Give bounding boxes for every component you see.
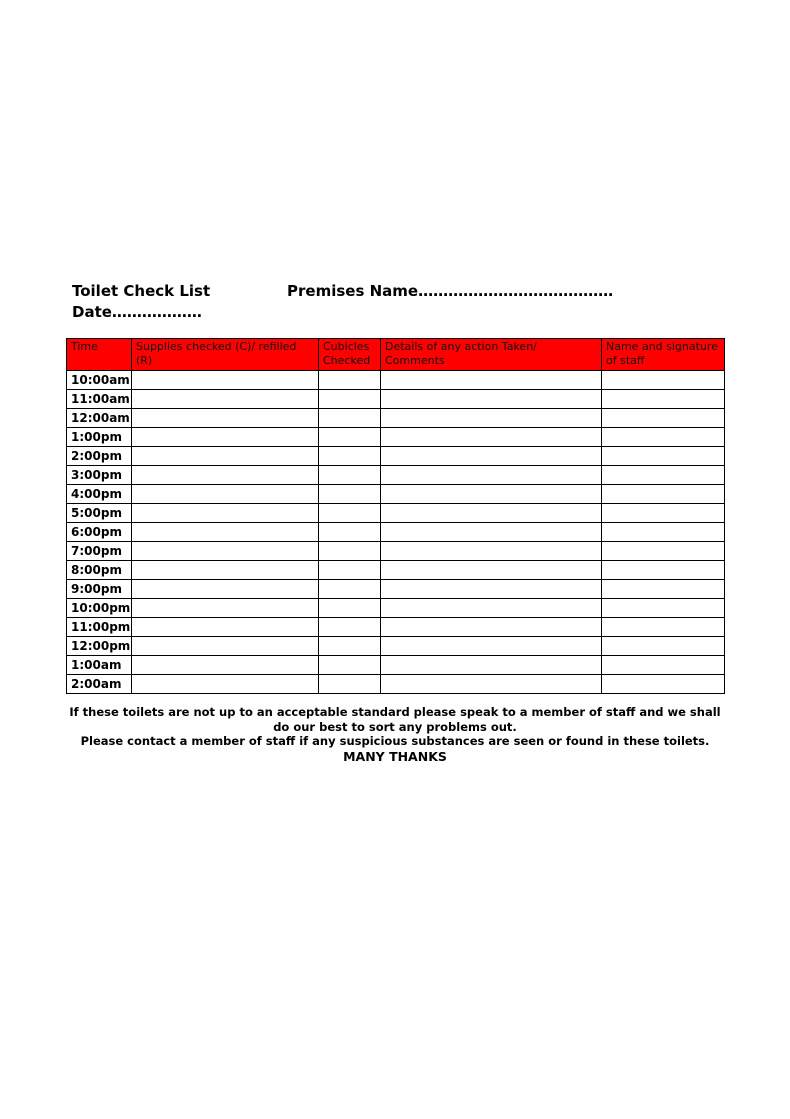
details-cell[interactable] (381, 580, 602, 599)
cubicles-cell[interactable] (319, 428, 381, 447)
date-field: Date……………… (72, 303, 202, 321)
table-row (67, 599, 725, 618)
supplies-cell[interactable] (132, 675, 319, 694)
details-cell[interactable] (381, 542, 602, 561)
time-cell: 6:00pm (67, 523, 132, 542)
cubicles-cell[interactable] (319, 409, 381, 428)
signature-cell[interactable] (602, 637, 725, 656)
signature-cell[interactable] (602, 504, 725, 523)
signature-cell[interactable] (602, 371, 725, 390)
column-header-cubicles: Cubicles Checked (319, 339, 381, 371)
table-row (67, 618, 725, 637)
supplies-cell[interactable] (132, 466, 319, 485)
cubicles-cell[interactable] (319, 447, 381, 466)
cubicles-cell[interactable] (319, 523, 381, 542)
supplies-cell[interactable] (132, 504, 319, 523)
supplies-cell[interactable] (132, 542, 319, 561)
signature-cell[interactable] (602, 675, 725, 694)
signature-cell[interactable] (602, 618, 725, 637)
column-header-supplies: Supplies checked (C)/ refilled (R) (132, 339, 319, 371)
supplies-cell[interactable] (132, 409, 319, 428)
standards-notice: If these toilets are not up to an acceptable standard please speak to a member of staff and we shall do our best to sort any problems out. (69, 705, 721, 734)
table-row (67, 523, 725, 542)
supplies-cell[interactable] (132, 371, 319, 390)
table-row (67, 542, 725, 561)
cubicles-cell[interactable] (319, 390, 381, 409)
supplies-cell[interactable] (132, 637, 319, 656)
time-cell: 4:00pm (67, 485, 132, 504)
table-row (67, 371, 725, 390)
details-cell[interactable] (381, 485, 602, 504)
signature-cell[interactable] (602, 428, 725, 447)
cubicles-cell[interactable] (319, 637, 381, 656)
signature-cell[interactable] (602, 466, 725, 485)
supplies-cell[interactable] (132, 580, 319, 599)
signature-cell[interactable] (602, 580, 725, 599)
cubicles-cell[interactable] (319, 466, 381, 485)
cubicles-cell[interactable] (319, 371, 381, 390)
column-header-time: Time (67, 339, 132, 371)
time-cell: 10:00am (67, 371, 132, 390)
thanks-text: MANY THANKS (343, 749, 447, 764)
table-row (67, 637, 725, 656)
details-cell[interactable] (381, 466, 602, 485)
details-cell[interactable] (381, 409, 602, 428)
signature-cell[interactable] (602, 561, 725, 580)
table-row (67, 675, 725, 694)
time-cell: 12:00pm (67, 637, 132, 656)
signature-cell[interactable] (602, 390, 725, 409)
table-row (67, 561, 725, 580)
column-header-signature: Name and signature of staff (602, 339, 725, 371)
table-row (67, 504, 725, 523)
details-cell[interactable] (381, 637, 602, 656)
signature-cell[interactable] (602, 523, 725, 542)
supplies-cell[interactable] (132, 561, 319, 580)
cubicles-cell[interactable] (319, 599, 381, 618)
details-cell[interactable] (381, 523, 602, 542)
time-cell: 3:00pm (67, 466, 132, 485)
cubicles-cell[interactable] (319, 618, 381, 637)
time-cell: 1:00am (67, 656, 132, 675)
details-cell[interactable] (381, 447, 602, 466)
cubicles-cell[interactable] (319, 561, 381, 580)
time-cell: 10:00pm (67, 599, 132, 618)
time-cell: 8:00pm (67, 561, 132, 580)
suspicious-substances-notice: Please contact a member of staff if any suspicious substances are seen or found in these toilets. (80, 734, 710, 748)
supplies-cell[interactable] (132, 656, 319, 675)
time-cell: 5:00pm (67, 504, 132, 523)
details-cell[interactable] (381, 371, 602, 390)
details-cell[interactable] (381, 390, 602, 409)
signature-cell[interactable] (602, 409, 725, 428)
time-cell: 2:00am (67, 675, 132, 694)
premises-name-field: Premises Name………………………………… (287, 282, 614, 300)
cubicles-cell[interactable] (319, 485, 381, 504)
supplies-cell[interactable] (132, 485, 319, 504)
time-cell: 9:00pm (67, 580, 132, 599)
supplies-cell[interactable] (132, 599, 319, 618)
cubicles-cell[interactable] (319, 504, 381, 523)
table-row (67, 390, 725, 409)
time-cell: 1:00pm (67, 428, 132, 447)
signature-cell[interactable] (602, 485, 725, 504)
signature-cell[interactable] (602, 656, 725, 675)
cubicles-cell[interactable] (319, 580, 381, 599)
table-row (67, 656, 725, 675)
table-row (67, 409, 725, 428)
column-header-details: Details of any action Taken/ Comments (381, 339, 602, 371)
supplies-cell[interactable] (132, 523, 319, 542)
time-cell: 11:00pm (67, 618, 132, 637)
details-cell[interactable] (381, 618, 602, 637)
supplies-cell[interactable] (132, 390, 319, 409)
details-cell[interactable] (381, 428, 602, 447)
table-header-row (67, 339, 725, 371)
table-row (67, 580, 725, 599)
cubicles-cell[interactable] (319, 542, 381, 561)
supplies-cell[interactable] (132, 428, 319, 447)
supplies-cell[interactable] (132, 447, 319, 466)
signature-cell[interactable] (602, 542, 725, 561)
table-row (67, 447, 725, 466)
details-cell[interactable] (381, 599, 602, 618)
details-cell[interactable] (381, 656, 602, 675)
cubicles-cell[interactable] (319, 656, 381, 675)
signature-cell[interactable] (602, 447, 725, 466)
check-log-table (66, 338, 725, 694)
details-cell[interactable] (381, 504, 602, 523)
details-cell[interactable] (381, 675, 602, 694)
table-row (67, 428, 725, 447)
signature-cell[interactable] (602, 599, 725, 618)
table-row (67, 485, 725, 504)
supplies-cell[interactable] (132, 618, 319, 637)
cubicles-cell[interactable] (319, 675, 381, 694)
table-body (67, 371, 725, 694)
table-row (67, 466, 725, 485)
time-cell: 12:00am (67, 409, 132, 428)
time-cell: 11:00am (67, 390, 132, 409)
page-title: Toilet Check List (72, 282, 211, 300)
time-cell: 2:00pm (67, 447, 132, 466)
details-cell[interactable] (381, 561, 602, 580)
time-cell: 7:00pm (67, 542, 132, 561)
